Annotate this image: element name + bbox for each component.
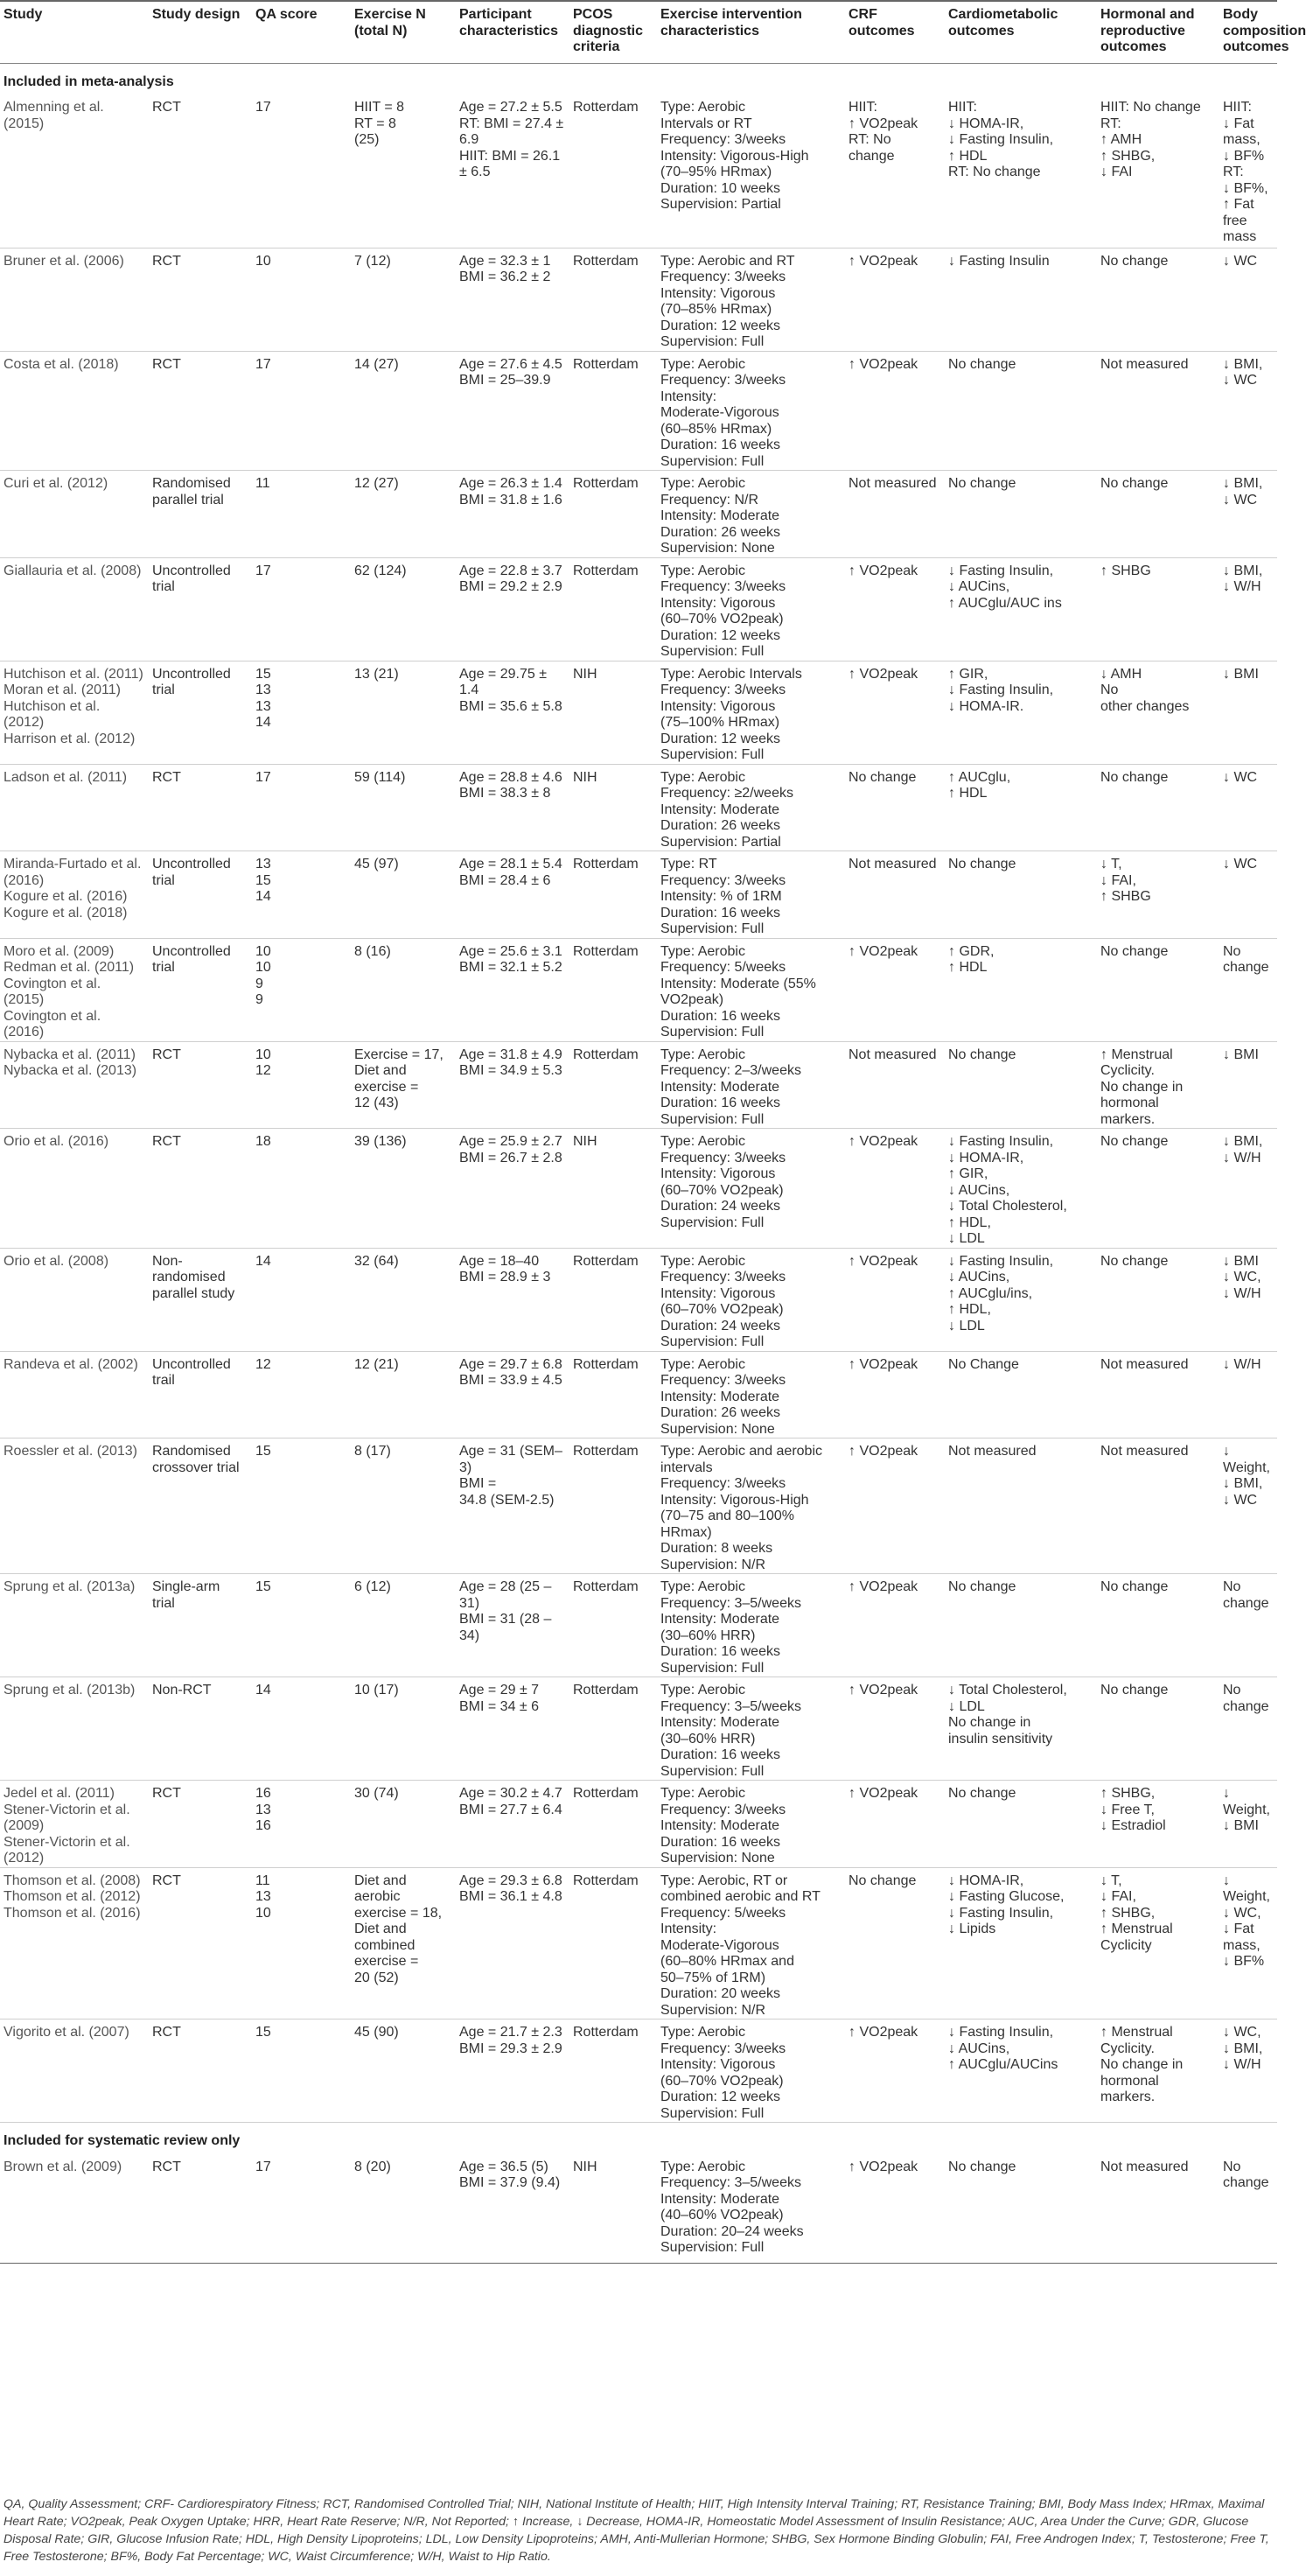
section-row [0, 63, 1277, 94]
col-header-hormonal-outcomes: Hormonal and reproductive outcomes [1097, 1, 1219, 63]
table-row [0, 1129, 1277, 1249]
cell-exercise-n: 10 (17) [351, 1677, 456, 1781]
cell-participant-characteristics: Age = 32.3 ± 1 BMI = 36.2 ± 2 [456, 248, 569, 351]
cell-cardiometabolic-outcomes: ↓ Fasting Insulin, ↓ AUCins, ↑ AUCglu/AUCins [945, 2020, 1097, 2123]
cell-intervention: Type: Aerobic Intervals Frequency: 3/weeks Intensity: Vigorous (75–100% HRmax) Duration: 12 weeks Supervision: Full [657, 661, 845, 764]
cell-qa-score: 17 [252, 2154, 351, 2264]
cell-study: Jedel et al. (2011) Stener-Victorin et al. (2009) Stener-Victorin et al. (2012) [0, 1781, 149, 1868]
cell-study: Thomson et al. (2008) Thomson et al. (2012) Thomson et al. (2016) [0, 1867, 149, 2020]
table-row [0, 471, 1277, 558]
cell-participant-characteristics: Age = 31.8 ± 4.9 BMI = 34.9 ± 5.3 [456, 1041, 569, 1129]
cell-body-composition-outcomes: ↓ BMI [1219, 1041, 1277, 1129]
cell-cardiometabolic-outcomes: No change [945, 851, 1097, 939]
cell-hormonal-outcomes: Not measured [1097, 351, 1219, 471]
cell-cardiometabolic-outcomes: ↓ Fasting Insulin [945, 248, 1097, 351]
cell-intervention: Type: Aerobic Frequency: N/R Intensity: Moderate Duration: 26 weeks Supervision: None [657, 471, 845, 558]
cell-hormonal-outcomes: ↓ T, ↓ FAI, ↑ SHBG [1097, 851, 1219, 939]
cell-crf-outcomes: ↑ VO2peak [845, 938, 945, 1041]
col-header-participant-characteristics: Participant characteristics [456, 1, 569, 63]
table-row [0, 1438, 1277, 1574]
cell-intervention: Type: Aerobic Frequency: 3–5/weeks Intensity: Moderate (30–60% HRR) Duration: 16 weeks Supervision: Full [657, 1574, 845, 1677]
cell-crf-outcomes: No change [845, 1867, 945, 2020]
cell-qa-score: 11 [252, 471, 351, 558]
cell-participant-characteristics: Age = 18–40 BMI = 28.9 ± 3 [456, 1248, 569, 1351]
cell-intervention: Type: Aerobic Frequency: 2–3/weeks Intensity: Moderate Duration: 16 weeks Supervision: Full [657, 1041, 845, 1129]
cell-qa-score: 17 [252, 351, 351, 471]
cell-participant-characteristics: Age = 27.2 ± 5.5 RT: BMI = 27.4 ± 6.9 HIIT: BMI = 26.1 ± 6.5 [456, 94, 569, 248]
cell-cardiometabolic-outcomes: ↑ GIR, ↓ Fasting Insulin, ↓ HOMA-IR. [945, 661, 1097, 764]
cell-pcos-criteria: Rotterdam [569, 1781, 657, 1868]
cell-exercise-n: 8 (20) [351, 2154, 456, 2264]
cell-qa-score: 14 [252, 1248, 351, 1351]
cell-hormonal-outcomes: No change [1097, 1574, 1219, 1677]
cell-study-design: RCT [149, 764, 252, 851]
cell-study: Brown et al. (2009) [0, 2154, 149, 2264]
cell-exercise-n: 6 (12) [351, 1574, 456, 1677]
cell-intervention: Type: Aerobic Frequency: 3/weeks Intensity: Moderate Duration: 26 weeks Supervision: None [657, 1351, 845, 1438]
cell-qa-score: 10 [252, 248, 351, 351]
cell-crf-outcomes: ↑ VO2peak [845, 1438, 945, 1574]
cell-hormonal-outcomes: ↑ SHBG [1097, 557, 1219, 661]
cell-study-design: RCT [149, 1041, 252, 1129]
cell-crf-outcomes: ↑ VO2peak [845, 2154, 945, 2264]
cell-study-design: RCT [149, 248, 252, 351]
cell-exercise-n: 13 (21) [351, 661, 456, 764]
cell-participant-characteristics: Age = 26.3 ± 1.4 BMI = 31.8 ± 1.6 [456, 471, 569, 558]
table-row [0, 1867, 1277, 2020]
table-row [0, 248, 1277, 351]
col-header-crf-outcomes: CRF outcomes [845, 1, 945, 63]
cell-pcos-criteria: NIH [569, 764, 657, 851]
cell-study-design: Single-arm trial [149, 1574, 252, 1677]
cell-cardiometabolic-outcomes: HIIT: ↓ HOMA-IR, ↓ Fasting Insulin, ↑ HDL RT: No change [945, 94, 1097, 248]
cell-study: Randeva et al. (2002) [0, 1351, 149, 1438]
cell-hormonal-outcomes: No change [1097, 938, 1219, 1041]
cell-qa-score: 15 [252, 1438, 351, 1574]
cell-hormonal-outcomes: No change [1097, 1248, 1219, 1351]
cell-hormonal-outcomes: No change [1097, 764, 1219, 851]
cell-hormonal-outcomes: ↑ Menstrual Cyclicity. No change in hormonal markers. [1097, 1041, 1219, 1129]
cell-cardiometabolic-outcomes: ↑ AUCglu, ↑ HDL [945, 764, 1097, 851]
cell-body-composition-outcomes: ↓ BMI, ↓ W/H [1219, 557, 1277, 661]
cell-body-composition-outcomes: ↓ WC, ↓ BMI, ↓ W/H [1219, 2020, 1277, 2123]
cell-body-composition-outcomes: ↓ BMI, ↓ W/H [1219, 1129, 1277, 1249]
table-row [0, 851, 1277, 939]
table-row [0, 2154, 1277, 2264]
cell-participant-characteristics: Age = 28 (25 – 31) BMI = 31 (28 – 34) [456, 1574, 569, 1677]
cell-exercise-n: 62 (124) [351, 557, 456, 661]
col-header-intervention: Exercise intervention characteristics [657, 1, 845, 63]
cell-cardiometabolic-outcomes: ↓ HOMA-IR, ↓ Fasting Glucose, ↓ Fasting Insulin, ↓ Lipids [945, 1867, 1097, 2020]
cell-exercise-n: 8 (16) [351, 938, 456, 1041]
cell-intervention: Type: Aerobic, RT or combined aerobic and RT Frequency: 5/weeks Intensity: Moderate-Vigorous (60–80% HRmax and 50–75% of 1RM) Duration: 20 weeks Supervision: N/R [657, 1867, 845, 2020]
cell-study: Nybacka et al. (2011) Nybacka et al. (2013) [0, 1041, 149, 1129]
cell-body-composition-outcomes: HIIT: ↓ Fat mass, ↓ BF% RT: ↓ BF%, ↑ Fat free mass [1219, 94, 1277, 248]
cell-body-composition-outcomes: ↓ BMI, ↓ WC [1219, 471, 1277, 558]
cell-exercise-n: 14 (27) [351, 351, 456, 471]
cell-cardiometabolic-outcomes: ↑ GDR, ↑ HDL [945, 938, 1097, 1041]
cell-pcos-criteria: Rotterdam [569, 557, 657, 661]
cell-participant-characteristics: Age = 29.7 ± 6.8 BMI = 33.9 ± 4.5 [456, 1351, 569, 1438]
cell-cardiometabolic-outcomes: ↓ Fasting Insulin, ↓ AUCins, ↑ AUCglu/ins, ↑ HDL, ↓ LDL [945, 1248, 1097, 1351]
cell-hormonal-outcomes: HIIT: No change RT: ↑ AMH ↑ SHBG, ↓ FAI [1097, 94, 1219, 248]
cell-participant-characteristics: Age = 31 (SEM–3) BMI = 34.8 (SEM-2.5) [456, 1438, 569, 1574]
cell-study-design: Uncontrolled trail [149, 1351, 252, 1438]
cell-study: Moro et al. (2009) Redman et al. (2011) Covington et al. (2015) Covington et al. (2016) [0, 938, 149, 1041]
cell-intervention: Type: Aerobic Intervals or RT Frequency: 3/weeks Intensity: Vigorous-High (70–95% HRmax) Duration: 10 weeks Supervision: Partial [657, 94, 845, 248]
cell-participant-characteristics: Age = 29 ± 7 BMI = 34 ± 6 [456, 1677, 569, 1781]
cell-study-design: Randomised crossover trial [149, 1438, 252, 1574]
table-row [0, 1781, 1277, 1868]
cell-study-design: Uncontrolled trial [149, 851, 252, 939]
table-row [0, 1677, 1277, 1781]
cell-study: Bruner et al. (2006) [0, 248, 149, 351]
table-footnote: QA, Quality Assessment; CRF- Cardiorespiratory Fitness; RCT, Randomised Controlled Trial; NIH, National Institute of Health; HIIT, High Intensity Interval Training; RT, Resistance Training; BMI, Body Mass Index; HRmax, Maximal Heart Rate; VO2peak, Peak Oxygen Uptake; HRR, Heart Rate Reserve; N/R, Not Reported; ↑ Increase, ↓ Decrease, HOMA-IR, Homeostatic Model Assessment of Insulin Resistance; AUC, Area Under the Curve; GDR, Glucose Disposal Rate; GIR, Glucose Infusion Rate; HDL, High Density Lipoproteins; LDL, Low Density Lipoproteins; AMH, Anti-Mullerian Hormone; SHBG, Sex Hormone Binding Globulin; FAI, Free Androgen Index; T, Testosterone; Free T, Free Testosterone; BF%, Body Fat Percentage; WC, Waist Circumference; W/H, Waist to Hip Ratio. [3, 2497, 1269, 2564]
cell-cardiometabolic-outcomes: No Change [945, 1351, 1097, 1438]
cell-body-composition-outcomes: No change [1219, 1677, 1277, 1781]
cell-body-composition-outcomes: ↓ WC [1219, 851, 1277, 939]
cell-body-composition-outcomes: ↓ WC [1219, 248, 1277, 351]
cell-crf-outcomes: No change [845, 764, 945, 851]
cell-body-composition-outcomes: ↓ BMI, ↓ WC [1219, 351, 1277, 471]
cell-qa-score: 12 [252, 1351, 351, 1438]
cell-exercise-n: 59 (114) [351, 764, 456, 851]
cell-study-design: RCT [149, 94, 252, 248]
cell-cardiometabolic-outcomes: No change [945, 1574, 1097, 1677]
cell-body-composition-outcomes: ↓ Weight, ↓ WC, ↓ Fat mass, ↓ BF% [1219, 1867, 1277, 2020]
header-row [0, 1, 1277, 63]
table-row [0, 1041, 1277, 1129]
cell-participant-characteristics: Age = 36.5 (5) BMI = 37.9 (9.4) [456, 2154, 569, 2264]
cell-crf-outcomes: ↑ VO2peak [845, 661, 945, 764]
cell-body-composition-outcomes: No change [1219, 1574, 1277, 1677]
cell-study-design: RCT [149, 351, 252, 471]
cell-qa-score: 10 12 [252, 1041, 351, 1129]
cell-exercise-n: 30 (74) [351, 1781, 456, 1868]
table-row [0, 94, 1277, 248]
cell-study: Sprung et al. (2013a) [0, 1574, 149, 1677]
cell-hormonal-outcomes: ↓ AMH No other changes [1097, 661, 1219, 764]
col-header-study: Study [0, 1, 149, 63]
cell-exercise-n: 39 (136) [351, 1129, 456, 1249]
cell-exercise-n: 45 (97) [351, 851, 456, 939]
cell-pcos-criteria: Rotterdam [569, 1438, 657, 1574]
cell-pcos-criteria: NIH [569, 661, 657, 764]
cell-study: Almenning et al. (2015) [0, 94, 149, 248]
cell-qa-score: 17 [252, 557, 351, 661]
cell-participant-characteristics: Age = 28.8 ± 4.6 BMI = 38.3 ± 8 [456, 764, 569, 851]
cell-body-composition-outcomes: ↓ Weight, ↓ BMI, ↓ WC [1219, 1438, 1277, 1574]
cell-exercise-n: 7 (12) [351, 248, 456, 351]
cell-qa-score: 14 [252, 1677, 351, 1781]
cell-crf-outcomes: Not measured [845, 471, 945, 558]
cell-study-design: Randomised parallel trial [149, 471, 252, 558]
table-row [0, 557, 1277, 661]
cell-exercise-n: Diet and aerobic exercise = 18, Diet and combined exercise = 20 (52) [351, 1867, 456, 2020]
cell-hormonal-outcomes: ↑ SHBG, ↓ Free T, ↓ Estradiol [1097, 1781, 1219, 1868]
table-row [0, 2020, 1277, 2123]
cell-study: Orio et al. (2016) [0, 1129, 149, 1249]
cell-hormonal-outcomes: ↓ T, ↓ FAI, ↑ SHBG, ↑ Menstrual Cyclicity [1097, 1867, 1219, 2020]
cell-study: Roessler et al. (2013) [0, 1438, 149, 1574]
cell-study: Costa et al. (2018) [0, 351, 149, 471]
cell-pcos-criteria: Rotterdam [569, 938, 657, 1041]
cell-cardiometabolic-outcomes: ↓ Total Cholesterol, ↓ LDL No change in insulin sensitivity [945, 1677, 1097, 1781]
cell-cardiometabolic-outcomes: No change [945, 471, 1097, 558]
table-row [0, 938, 1277, 1041]
cell-crf-outcomes: Not measured [845, 1041, 945, 1129]
cell-study-design: Uncontrolled trial [149, 661, 252, 764]
cell-exercise-n: 12 (21) [351, 1351, 456, 1438]
cell-crf-outcomes: ↑ VO2peak [845, 351, 945, 471]
cell-pcos-criteria: Rotterdam [569, 851, 657, 939]
cell-qa-score: 15 [252, 2020, 351, 2123]
section-heading: Included for systematic review only [3, 2133, 241, 2148]
cell-body-composition-outcomes: ↓ Weight, ↓ BMI [1219, 1781, 1277, 1868]
cell-pcos-criteria: NIH [569, 2154, 657, 2264]
cell-pcos-criteria: Rotterdam [569, 1041, 657, 1129]
cell-study: Vigorito et al. (2007) [0, 2020, 149, 2123]
cell-intervention: Type: RT Frequency: 3/weeks Intensity: % of 1RM Duration: 16 weeks Supervision: Full [657, 851, 845, 939]
cell-intervention: Type: Aerobic Frequency: 3/weeks Intensity: Vigorous (60–70% VO2peak) Duration: 12 weeks Supervision: Full [657, 557, 845, 661]
cell-pcos-criteria: Rotterdam [569, 1574, 657, 1677]
cell-intervention: Type: Aerobic Frequency: 3–5/weeks Intensity: Moderate (40–60% VO2peak) Duration: 20–24 weeks Supervision: Full [657, 2154, 845, 2264]
cell-study-design: Non-RCT [149, 1677, 252, 1781]
cell-pcos-criteria: Rotterdam [569, 471, 657, 558]
cell-crf-outcomes: ↑ VO2peak [845, 1677, 945, 1781]
cell-study-design: RCT [149, 2154, 252, 2264]
cell-qa-score: 17 [252, 94, 351, 248]
cell-qa-score: 13 15 14 [252, 851, 351, 939]
cell-study: Giallauria et al. (2008) [0, 557, 149, 661]
table-row [0, 764, 1277, 851]
cell-crf-outcomes: ↑ VO2peak [845, 1781, 945, 1868]
cell-pcos-criteria: Rotterdam [569, 248, 657, 351]
cell-hormonal-outcomes: Not measured [1097, 2154, 1219, 2264]
cell-participant-characteristics: Age = 29.3 ± 6.8 BMI = 36.1 ± 4.8 [456, 1867, 569, 2020]
cell-body-composition-outcomes: ↓ BMI [1219, 661, 1277, 764]
cell-study-design: RCT [149, 2020, 252, 2123]
cell-pcos-criteria: Rotterdam [569, 1677, 657, 1781]
cell-cardiometabolic-outcomes: ↓ Fasting Insulin, ↓ AUCins, ↑ AUCglu/AUC ins [945, 557, 1097, 661]
cell-intervention: Type: Aerobic and aerobic intervals Frequency: 3/weeks Intensity: Vigorous-High (70–75 and 80–100% HRmax) Duration: 8 weeks Supervision: N/R [657, 1438, 845, 1574]
cell-participant-characteristics: Age = 25.6 ± 3.1 BMI = 32.1 ± 5.2 [456, 938, 569, 1041]
cell-qa-score: 11 13 10 [252, 1867, 351, 2020]
cell-pcos-criteria: Rotterdam [569, 1248, 657, 1351]
cell-intervention: Type: Aerobic Frequency: 3/weeks Intensity: Moderate Duration: 16 weeks Supervision: None [657, 1781, 845, 1868]
cell-study-design: RCT [149, 1867, 252, 2020]
cell-hormonal-outcomes: No change [1097, 248, 1219, 351]
cell-exercise-n: 32 (64) [351, 1248, 456, 1351]
cell-study-design: RCT [149, 1781, 252, 1868]
cell-crf-outcomes: ↑ VO2peak [845, 1129, 945, 1249]
cell-exercise-n: 8 (17) [351, 1438, 456, 1574]
cell-study: Sprung et al. (2013b) [0, 1677, 149, 1781]
cell-body-composition-outcomes: ↓ BMI ↓ WC, ↓ W/H [1219, 1248, 1277, 1351]
cell-crf-outcomes: ↑ VO2peak [845, 1248, 945, 1351]
col-header-qa-score: QA score [252, 1, 351, 63]
cell-intervention: Type: Aerobic Frequency: 3/weeks Intensity: Vigorous (60–70% VO2peak) Duration: 24 weeks Supervision: Full [657, 1129, 845, 1249]
cell-participant-characteristics: Age = 27.6 ± 4.5 BMI = 25–39.9 [456, 351, 569, 471]
section-row [0, 2123, 1277, 2154]
cell-qa-score: 15 [252, 1574, 351, 1677]
cell-study: Orio et al. (2008) [0, 1248, 149, 1351]
cell-body-composition-outcomes: No change [1219, 938, 1277, 1041]
cell-hormonal-outcomes: Not measured [1097, 1351, 1219, 1438]
cell-exercise-n: 45 (90) [351, 2020, 456, 2123]
cell-participant-characteristics: Age = 25.9 ± 2.7 BMI = 26.7 ± 2.8 [456, 1129, 569, 1249]
cell-qa-score: 17 [252, 764, 351, 851]
col-header-body-composition-outcomes: Body composition outcomes [1219, 1, 1277, 63]
table-row [0, 661, 1277, 764]
cell-cardiometabolic-outcomes: No change [945, 2154, 1097, 2264]
col-header-exercise-n: Exercise N (total N) [351, 1, 456, 63]
cell-intervention: Type: Aerobic and RT Frequency: 3/weeks Intensity: Vigorous (70–85% HRmax) Duration: 12 weeks Supervision: Full [657, 248, 845, 351]
cell-exercise-n: HIIT = 8 RT = 8 (25) [351, 94, 456, 248]
cell-exercise-n: 12 (27) [351, 471, 456, 558]
section-heading: Included in meta-analysis [3, 74, 174, 89]
cell-intervention: Type: Aerobic Frequency: 3–5/weeks Intensity: Moderate (30–60% HRR) Duration: 16 weeks Supervision: Full [657, 1677, 845, 1781]
cell-study-design: Non- randomised parallel study [149, 1248, 252, 1351]
cell-qa-score: 16 13 16 [252, 1781, 351, 1868]
cell-pcos-criteria: Rotterdam [569, 1867, 657, 2020]
col-header-cardiometabolic-outcomes: Cardiometabolic outcomes [945, 1, 1097, 63]
cell-cardiometabolic-outcomes: ↓ Fasting Insulin, ↓ HOMA-IR, ↑ GIR, ↓ AUCins, ↓ Total Cholesterol, ↑ HDL, ↓ LDL [945, 1129, 1097, 1249]
cell-crf-outcomes: ↑ VO2peak [845, 1351, 945, 1438]
cell-study: Ladson et al. (2011) [0, 764, 149, 851]
cell-body-composition-outcomes: ↓ WC [1219, 764, 1277, 851]
cell-intervention: Type: Aerobic Frequency: 5/weeks Intensity: Moderate (55% VO2peak) Duration: 16 weeks Supervision: Full [657, 938, 845, 1041]
table-row [0, 351, 1277, 471]
cell-qa-score: 15 13 13 14 [252, 661, 351, 764]
cell-hormonal-outcomes: ↑ Menstrual Cyclicity. No change in hormonal markers. [1097, 2020, 1219, 2123]
cell-participant-characteristics: Age = 28.1 ± 5.4 BMI = 28.4 ± 6 [456, 851, 569, 939]
cell-participant-characteristics: Age = 22.8 ± 3.7 BMI = 29.2 ± 2.9 [456, 557, 569, 661]
col-header-pcos-criteria: PCOS diagnostic criteria [569, 1, 657, 63]
cell-crf-outcomes: HIIT: ↑ VO2peak RT: No change [845, 94, 945, 248]
table-row [0, 1574, 1277, 1677]
cell-exercise-n: Exercise = 17, Diet and exercise = 12 (43) [351, 1041, 456, 1129]
cell-qa-score: 10 10 9 9 [252, 938, 351, 1041]
cell-crf-outcomes: ↑ VO2peak [845, 2020, 945, 2123]
cell-intervention: Type: Aerobic Frequency: 3/weeks Intensity: Moderate-Vigorous (60–85% HRmax) Duration: 16 weeks Supervision: Full [657, 351, 845, 471]
cell-crf-outcomes: ↑ VO2peak [845, 1574, 945, 1677]
cell-study: Curi et al. (2012) [0, 471, 149, 558]
cell-hormonal-outcomes: No change [1097, 471, 1219, 558]
cell-intervention: Type: Aerobic Frequency: 3/weeks Intensity: Vigorous (60–70% VO2peak) Duration: 24 weeks Supervision: Full [657, 1248, 845, 1351]
cell-pcos-criteria: Rotterdam [569, 2020, 657, 2123]
cell-pcos-criteria: NIH [569, 1129, 657, 1249]
cell-hormonal-outcomes: Not measured [1097, 1438, 1219, 1574]
cell-crf-outcomes: ↑ VO2peak [845, 248, 945, 351]
cell-study-design: Uncontrolled trial [149, 938, 252, 1041]
cell-cardiometabolic-outcomes: No change [945, 1041, 1097, 1129]
cell-body-composition-outcomes: No change [1219, 2154, 1277, 2264]
cell-cardiometabolic-outcomes: No change [945, 1781, 1097, 1868]
cell-intervention: Type: Aerobic Frequency: 3/weeks Intensity: Vigorous (60–70% VO2peak) Duration: 12 weeks Supervision: Full [657, 2020, 845, 2123]
cell-pcos-criteria: Rotterdam [569, 94, 657, 248]
cell-study: Miranda-Furtado et al. (2016) Kogure et al. (2016) Kogure et al. (2018) [0, 851, 149, 939]
cell-cardiometabolic-outcomes: Not measured [945, 1438, 1097, 1574]
cell-participant-characteristics: Age = 21.7 ± 2.3 BMI = 29.3 ± 2.9 [456, 2020, 569, 2123]
cell-body-composition-outcomes: ↓ W/H [1219, 1351, 1277, 1438]
table-row [0, 1248, 1277, 1351]
cell-participant-characteristics: Age = 29.75 ± 1.4 BMI = 35.6 ± 5.8 [456, 661, 569, 764]
table-row [0, 1351, 1277, 1438]
cell-pcos-criteria: Rotterdam [569, 351, 657, 471]
cell-crf-outcomes: ↑ VO2peak [845, 557, 945, 661]
cell-cardiometabolic-outcomes: No change [945, 351, 1097, 471]
cell-study-design: Uncontrolled trial [149, 557, 252, 661]
cell-qa-score: 18 [252, 1129, 351, 1249]
cell-study-design: RCT [149, 1129, 252, 1249]
col-header-study-design: Study design [149, 1, 252, 63]
cell-pcos-criteria: Rotterdam [569, 1351, 657, 1438]
cell-participant-characteristics: Age = 30.2 ± 4.7 BMI = 27.7 ± 6.4 [456, 1781, 569, 1868]
cell-study: Hutchison et al. (2011) Moran et al. (2011) Hutchison et al. (2012) Harrison et al. (2012) [0, 661, 149, 764]
cell-crf-outcomes: Not measured [845, 851, 945, 939]
cell-intervention: Type: Aerobic Frequency: ≥2/weeks Intensity: Moderate Duration: 26 weeks Supervision: Partial [657, 764, 845, 851]
cell-hormonal-outcomes: No change [1097, 1129, 1219, 1249]
cell-hormonal-outcomes: No change [1097, 1677, 1219, 1781]
